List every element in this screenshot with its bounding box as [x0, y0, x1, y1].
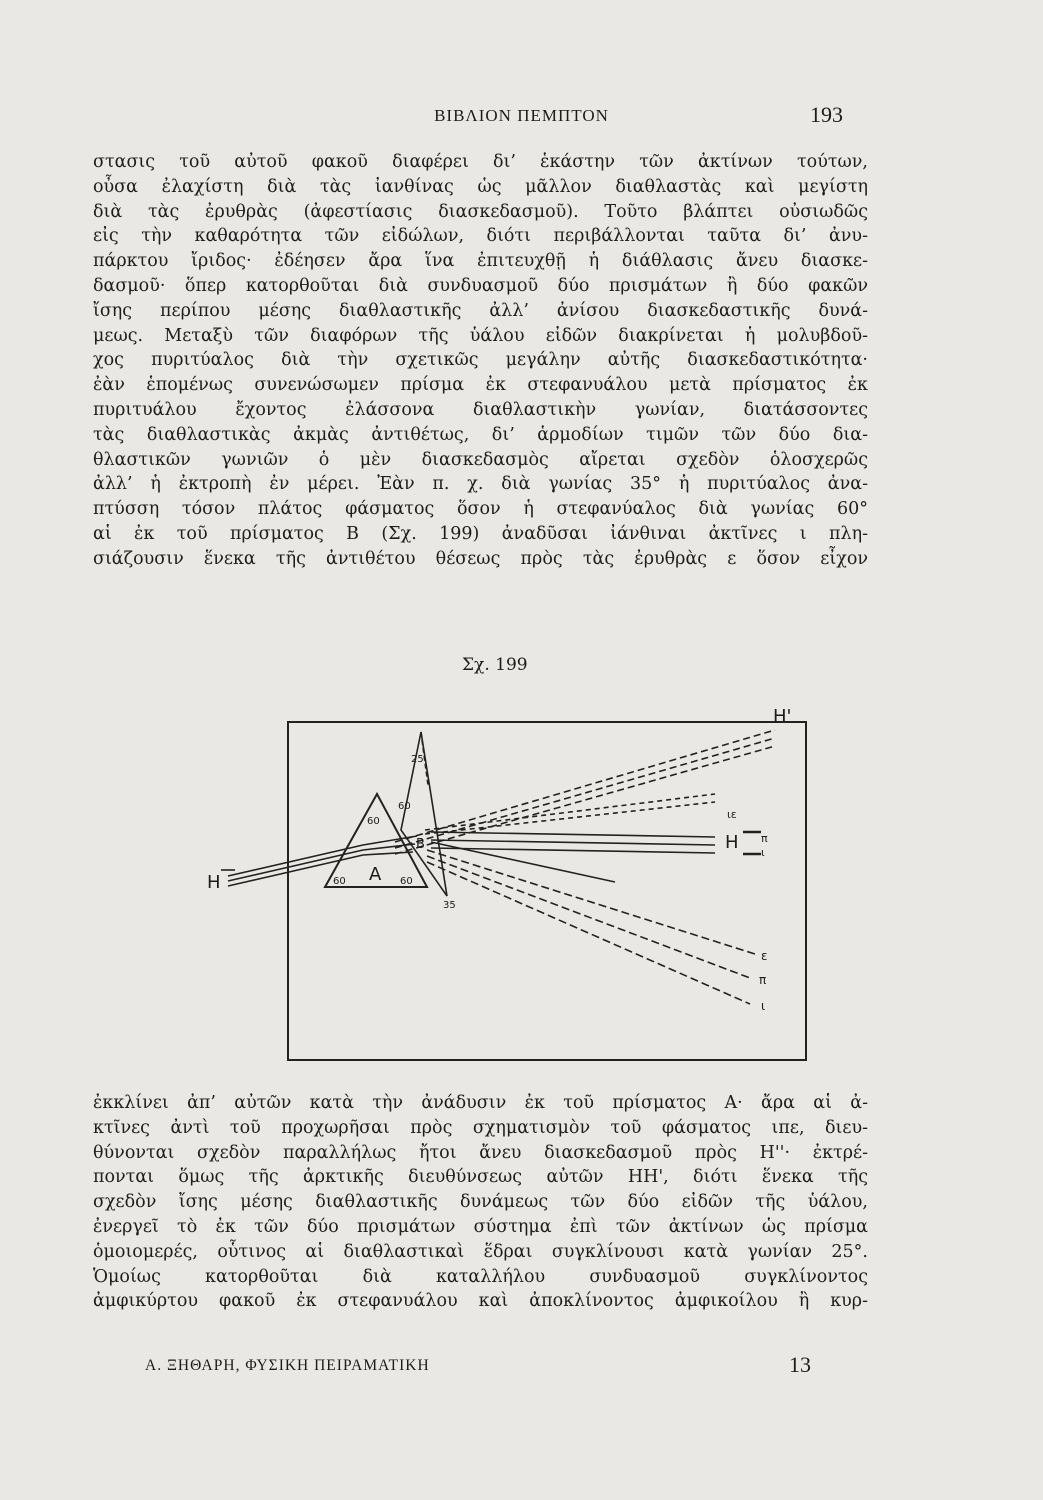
label-h: H: [207, 872, 221, 893]
running-header-title: ΒΙΒΛΙΟΝ ΠΕΜΠΤΟΝ: [434, 106, 609, 125]
text-line: Ὁμοίως κατορθοῦται διὰ καταλλήλου συνδυασμοῦ συγκλίνοντος: [93, 1266, 868, 1287]
label-angle-a-apex: 60: [367, 816, 380, 827]
text-line: ἴσης περίπου μέσης διαθλαστικῆς ἀλλ’ ἀνίσου διασκεδαστικῆς δυνά-: [93, 300, 868, 321]
inner-ray: [363, 852, 413, 855]
text-line: οὖσα ἐλαχίστη διὰ τὰς ἰανθίνας ὡς μᾶλλον διαθλαστὰς καὶ μεγίστη: [93, 176, 868, 197]
text-line: πάρκτου ἴριδος· ἐδέησεν ἄρα ἵνα ἐπιτευχθῇ ἡ διάθλασις ἄνευ διασκε-: [93, 251, 868, 272]
body-text-top: [93, 150, 868, 572]
label-angle-b-apex: 25: [411, 754, 424, 765]
text-line: σχεδὸν ἴσης μέσης διαθλαστικῆς δυνάμεως τῶν δύο εἰδῶν τῆς ὑάλου,: [93, 1192, 868, 1213]
label-prism-a: A: [369, 864, 382, 885]
text-line: σιάζουσιν ἕνεκα τῆς ἀντιθέτου θέσεως πρὸς τὰς ἐρυθρὰς ε ὅσον εἶχον: [93, 548, 868, 569]
prism-diagram-svg: [195, 682, 835, 1074]
dispersed-ray-upper: [425, 794, 715, 830]
figure-prism-diagram: [195, 682, 835, 1078]
footer-signature: 13: [789, 1352, 811, 1377]
label-angle-a-left: 60: [333, 876, 346, 887]
text-line: διὰ τὰς ἐρυθρὰς (ἀφεστίασις διασκεδασμοῦ). Τοῦτο βλάπτει οὐσιωδῶς: [93, 201, 868, 222]
text-line: τὰς διαθλαστικὰς ἀκμὰς ἀντιθέτως, δι’ ἁρμοδίων τιμῶν τῶν δύο δια-: [93, 424, 868, 445]
label-pi-upper: π: [761, 832, 768, 845]
label-i-upper: ι: [761, 846, 765, 859]
dispersed-ray-solid: [431, 842, 615, 882]
text-line: χος πυριτύαλος διὰ τὴν σχετικῶς μεγάλην αὐτῆς διασκεδαστικότητα·: [93, 350, 868, 371]
label-angle-b-base: 35: [443, 900, 456, 911]
original-direction-ray: [395, 730, 775, 842]
figure-frame: [288, 722, 806, 1060]
text-line: ἐνεργεῖ τὸ ἐκ τῶν δύο πρισμάτων σύστημα ἐπὶ τῶν ἀκτίνων ὡς πρίσμα: [93, 1216, 868, 1237]
label-angle-a-right: 60: [400, 876, 413, 887]
label-angle-b-inner: 60: [398, 801, 411, 812]
text-line: πυριτυάλου ἔχοντος ἐλάσσονα διαθλαστικὴν γωνίαν, διατάσσοντες: [93, 399, 868, 420]
text-line: ἐκκλίνει ἀπ’ αὐτῶν κατὰ τὴν ἀνάδυσιν ἐκ τοῦ πρίσματος Α· ἄρα αἱ ἀ-: [93, 1093, 868, 1113]
page-number: 193: [810, 102, 843, 127]
text-line: θύνονται σχεδὸν παραλλήλως ἤτοι ἄνευ διασκεδασμοῦ πρὸς Η''· ἐκτρέ-: [93, 1142, 868, 1163]
text-line: θλαστικῶν γωνιῶν ὁ μὲν διασκεδασμὸς αἴρεται σχεδὸν ὁλοσχερῶς: [93, 449, 868, 470]
label-upper-spectrum: ιε: [727, 808, 737, 821]
label-i-lower: ι: [761, 999, 766, 1013]
dispersed-ray-lower: [427, 862, 750, 1004]
dispersed-ray-upper: [425, 802, 715, 834]
text-line: κτῖνες ἀντὶ τοῦ προχωρῆσαι πρὸς σχηματισμὸν τοῦ φάσματος ιπε, διευ-: [93, 1117, 868, 1138]
text-line: εἰς τὴν καθαρότητα τῶν εἰδώλων, διότι περιβάλλονται ταῦτα δι’ ἀνυ-: [93, 226, 868, 247]
text-line: δασμοῦ· ὅπερ κατορθοῦται διὰ συνδυασμοῦ δύο πρισμάτων ἢ δύο φακῶν: [93, 275, 868, 296]
label-pi-lower: π: [759, 973, 767, 987]
label-e-lower: ε: [761, 949, 768, 963]
label-prism-b: B: [416, 837, 425, 852]
text-line: στασις τοῦ αὐτοῦ φακοῦ διαφέρει δι’ ἑκάστην τῶν ἀκτίνων τούτων,: [93, 152, 868, 172]
incident-ray: [228, 845, 363, 876]
dispersed-ray-lower: [427, 850, 755, 954]
text-line: πονται ὅμως τῆς ἀρκτικῆς διευθύνσεως αὐτῶν ΗΗ', διότι ἕνεκα τῆς: [93, 1167, 868, 1188]
text-line: ὁμοιομερές, οὗτινος αἱ διαθλαστικαὶ ἕδραι συγκλίνουσι κατὰ γωνίαν 25°.: [93, 1241, 868, 1262]
text-line: ἀλλ’ ἡ ἐκτροπὴ ἐν μέρει. Ἐὰν π. χ. διὰ γωνίας 35° ἡ πυριτύαλος ἀνα-: [93, 474, 868, 495]
emergent-ray: [431, 840, 715, 845]
text-line: αἱ ἐκ τοῦ πρίσματος Β (Σχ. 199) ἀναδῦσαι ἰάνθιναι ἀκτῖνες ι πλη-: [93, 523, 868, 544]
text-line: ἐὰν ἑπομένως συνενώσωμεν πρίσμα ἐκ στεφανυάλου μετὰ πρίσματος ἐκ: [93, 375, 868, 396]
text-line: ἀμφικύρτου φακοῦ ἐκ στεφανυάλου καὶ ἀποκλίνοντος ἀμφικοίλου ἢ κυρ-: [93, 1291, 868, 1312]
text-line: πτύσση τόσον πλάτος φάσματος ὅσον ἡ στεφανύαλος διὰ γωνίας 60°: [93, 499, 868, 520]
body-text-bottom: [93, 1091, 868, 1314]
emergent-ray: [431, 832, 715, 837]
text-line: μεως. Μεταξὺ τῶν διαφόρων τῆς ὑάλου εἰδῶν διακρίνεται ἡ μολυβδοῦ-: [93, 325, 868, 346]
footer-author-title: Α. ΞΗΘΑΡΗ, ΦΥΣΙΚΗ ΠΕΙΡΑΜΑΤΙΚΗ: [145, 1357, 430, 1374]
original-direction-ray: [395, 746, 775, 854]
label-h-prime: H': [773, 706, 792, 727]
label-h-double-prime: H: [725, 832, 739, 853]
figure-caption: Σχ. 199: [462, 655, 528, 675]
dispersed-ray-lower: [427, 856, 750, 978]
